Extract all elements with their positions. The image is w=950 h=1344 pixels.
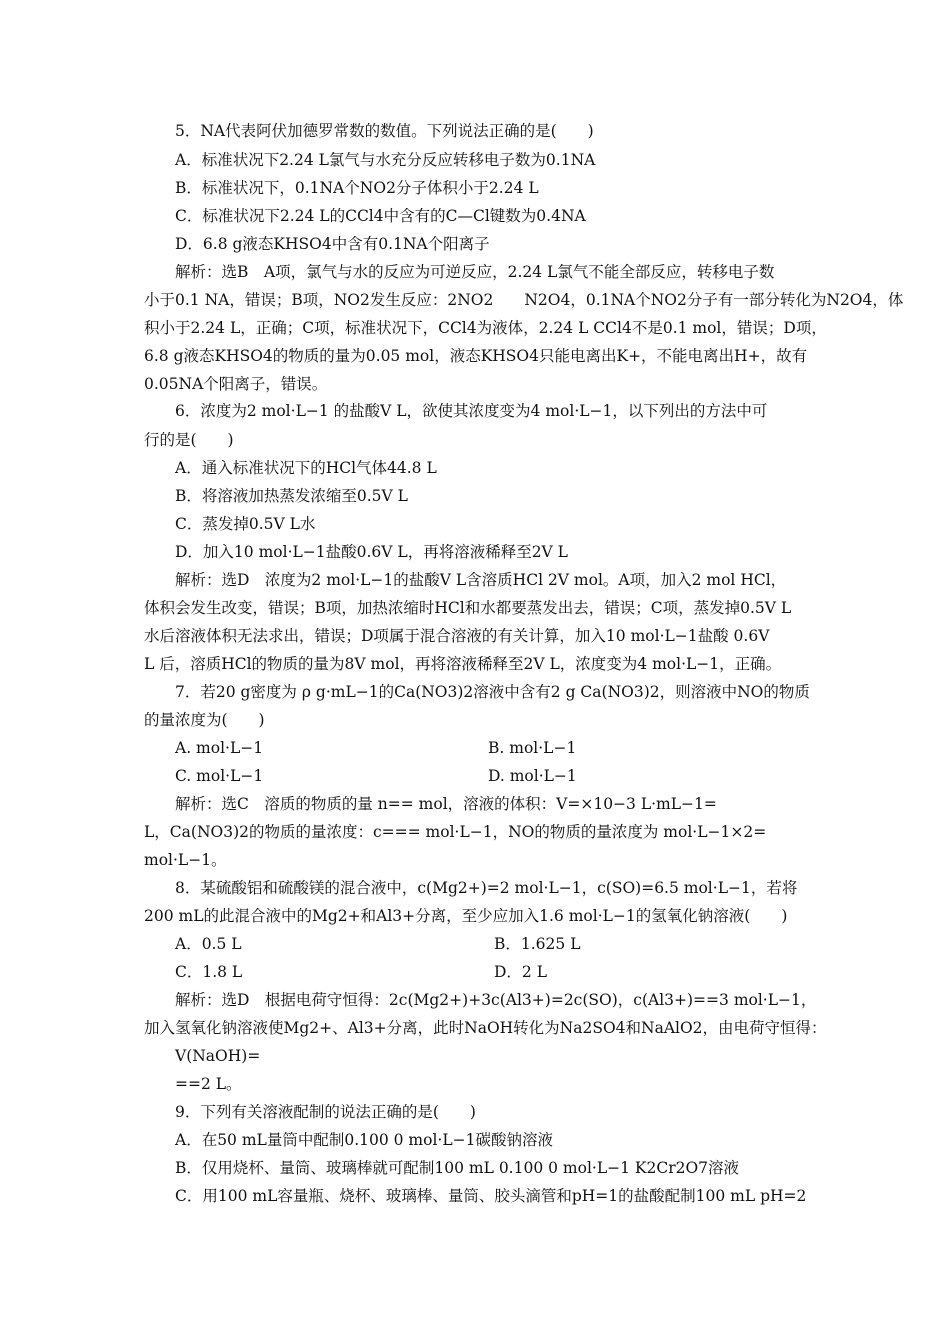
q7-option-a: A. mol·L−1: [175, 739, 264, 757]
q6-option-d: D．加入10 mol·L−1盐酸0.6V L，再将溶液稀释至2V L: [175, 543, 568, 561]
q6-stem: 行的是( ): [144, 431, 234, 449]
q9-stem: 9．下列有关溶液配制的说法正确的是( ): [175, 1103, 476, 1121]
q9-option-b: B．仅用烧杯、量筒、玻璃棒就可配制100 mL 0.100 0 mol·L−1 K2Cr2O7溶液: [175, 1159, 740, 1177]
q6-option-a: A．通入标准状况下的HCl气体44.8 L: [175, 459, 437, 477]
q5-option-d: D．6.8 g液态KHSO4中含有0.1NA个阳离子: [175, 235, 490, 253]
q8-solution-line: V(NaOH)=: [175, 1047, 261, 1065]
q8-option-c: C．1.8 L: [175, 963, 243, 981]
q7-option-c: C. mol·L−1: [175, 767, 264, 785]
q6-solution-line: 体积会发生改变，错误；B项，加热浓缩时HCl和水都要蒸发出去，错误；C项，蒸发掉0.5V L: [144, 599, 792, 617]
q5-option-a: A．标准状况下2.24 L氯气与水充分反应转移电子数为0.1NA: [175, 151, 596, 169]
q6-solution-line: 水后溶液体积无法求出，错误；D项属于混合溶液的有关计算，加入10 mol·L−1盐酸 0.6V: [144, 627, 770, 645]
q5-solution-line: 小于0.1 NA，错误；B项，NO2发生反应：2NO2 N2O4，0.1NA个NO2分子有一部分转化为N2O4，体: [144, 291, 904, 309]
q5-solution-line: 6.8 g液态KHSO4的物质的量为0.05 mol，液态KHSO4只能电离出K+，不能电离出H+，故有: [144, 347, 808, 365]
q8-stem: 8．某硫酸铝和硫酸镁的混合液中，c(Mg2+)=2 mol·L−1，c(SO)=6.5 mol·L−1，若将: [175, 879, 798, 897]
q8-solution-line: ==2 L。: [175, 1075, 242, 1093]
q7-solution-line: mol·L−1。: [144, 851, 227, 869]
q7-option-b: B. mol·L−1: [488, 739, 577, 757]
q7-stem: 7．若20 g密度为 ρ g·mL−1的Ca(NO3)2溶液中含有2 g Ca(NO3)2，则溶液中NO的物质: [175, 683, 810, 701]
q7-stem: 的量浓度为( ): [144, 711, 265, 729]
q8-option-b: B．1.625 L: [494, 935, 581, 953]
q9-option-c: C．用100 mL容量瓶、烧杯、玻璃棒、量筒、胶头滴管和pH=1的盐酸配制100 mL pH=2: [175, 1187, 807, 1205]
q8-solution-line: 解析：选D 根据电荷守恒得：2c(Mg2+)+3c(Al3+)=2c(SO)，c(Al3+)==3 mol·L−1，: [175, 991, 817, 1009]
q6-stem: 6．浓度为2 mol·L−1 的盐酸V L，欲使其浓度变为4 mol·L−1，以下列出的方法中可: [175, 402, 768, 420]
q6-option-c: C．蒸发掉0.5V L水: [175, 515, 316, 533]
q7-solution-line: L，Ca(NO3)2的物质的量浓度：c=== mol·L−1，NO的物质的量浓度为 mol·L−1×2=: [144, 823, 767, 841]
q6-option-b: B．将溶液加热蒸发浓缩至0.5V L: [175, 487, 408, 505]
q5-solution-line: 0.05NA个阳离子，错误。: [144, 375, 328, 393]
q5-solution-line: 积小于2.24 L，正确；C项，标准状况下，CCl4为液体，2.24 L CCl4不是0.1 mol，错误；D项，: [144, 319, 827, 337]
q5-option-c: C．标准状况下2.24 L的CCl4中含有的C—Cl键数为0.4NA: [175, 207, 586, 225]
q5-option-b: B．标准状况下，0.1NA个NO2分子体积小于2.24 L: [175, 179, 539, 197]
q8-stem: 200 mL的此混合液中的Mg2+和Al3+分离，至少应加入1.6 mol·L−1的氢氧化钠溶液( ): [144, 907, 788, 925]
q5-stem: 5．NA代表阿伏加德罗常数的数值。下列说法正确的是( ): [175, 122, 594, 140]
q5-solution-line: 解析：选B A项，氯气与水的反应为可逆反应，2.24 L氯气不能全部反应，转移电子数: [175, 263, 775, 281]
q8-option-a: A．0.5 L: [175, 935, 242, 953]
q7-option-d: D. mol·L−1: [488, 767, 577, 785]
q6-solution-line: 解析：选D 浓度为2 mol·L−1的盐酸V L含溶质HCl 2V mol。A项，加入2 mol HCl，: [175, 571, 787, 589]
q6-solution-line: L 后，溶质HCl的物质的量为8V mol，再将溶液稀释至2V L，浓度变为4 mol·L−1，正确。: [144, 655, 782, 673]
q7-solution-line: 解析：选C 溶质的物质的量 n== mol，溶液的体积：V=×10−3 L·mL−1=: [175, 795, 717, 813]
q9-option-a: A．在50 mL量筒中配制0.100 0 mol·L−1碳酸钠溶液: [175, 1131, 553, 1149]
q8-solution-line: 加入氢氧化钠溶液使Mg2+、Al3+分离，此时NaOH转化为Na2SO4和NaAlO2，由电荷守恒得：: [144, 1019, 827, 1037]
q8-option-d: D．2 L: [494, 963, 548, 981]
